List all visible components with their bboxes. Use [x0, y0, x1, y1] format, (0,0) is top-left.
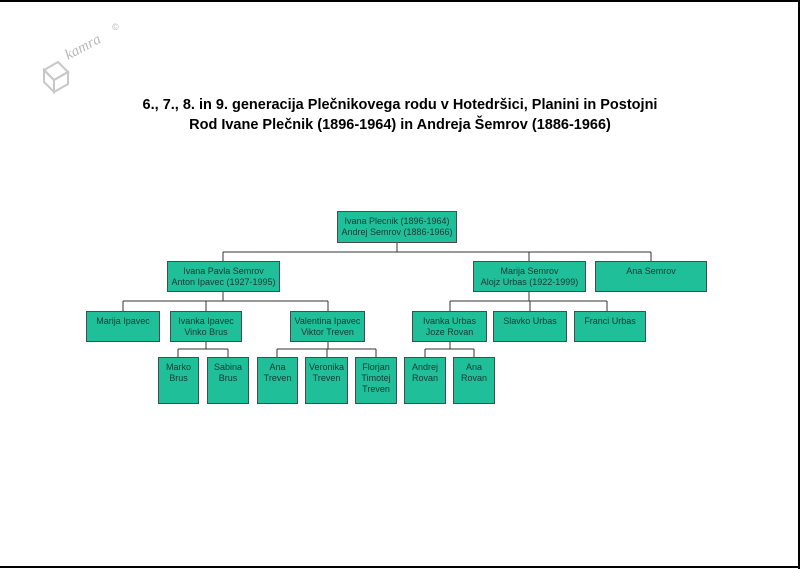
node-line: Ana — [465, 362, 482, 372]
node-line: Valentina Ipavec — [294, 316, 361, 326]
node-line: Marko — [165, 362, 191, 372]
node-line: Ivana Pavla Semrov — [183, 266, 264, 276]
node-line: Treven — [362, 384, 390, 394]
node-line: Viktor Treven — [301, 327, 354, 337]
node-line: Veronika — [308, 362, 345, 372]
node-florjan-timotej-treven — [355, 357, 397, 404]
node-line: Ana — [269, 362, 286, 372]
node-line: Marija Semrov — [500, 266, 559, 276]
node-valentina-ipavec — [290, 311, 365, 342]
title-line-2: Rod Ivane Plečnik (1896-1964) in Andreja Šemrov (1886-1966) — [189, 117, 611, 133]
node-ivanka-urbas — [412, 311, 487, 342]
node-ana-semrov — [595, 261, 707, 292]
node-ivana-pavla-semrov — [167, 261, 280, 292]
node-line: Treven — [263, 373, 292, 383]
node-line: Marija Ipavec — [96, 316, 150, 326]
node-line: Andrej — [411, 362, 438, 372]
logo-text: kamra — [62, 31, 104, 64]
node-line: Rovan — [460, 373, 487, 383]
node-line: Vinko Brus — [184, 327, 228, 337]
node-ivanka-ipavec — [170, 311, 242, 342]
node-line: Brus — [218, 373, 238, 383]
copyright-mark: © — [112, 22, 119, 32]
node-ana-treven — [257, 357, 298, 404]
node-line: Rovan — [411, 373, 438, 383]
node-line: Ivanka Ipavec — [178, 316, 234, 326]
node-line: Ivanka Urbas — [422, 316, 477, 326]
node-ivana-plecnik-andrej-semrov — [337, 211, 457, 243]
node-line: Slavko Urbas — [503, 316, 557, 326]
node-marija-semrov — [473, 261, 586, 292]
node-line: Ana Semrov — [626, 266, 676, 276]
node-slavko-urbas — [493, 311, 567, 342]
node-line: Andrej Semrov (1886-1966) — [341, 227, 453, 237]
node-line: Franci Urbas — [584, 316, 636, 326]
node-line: Florjan — [362, 362, 390, 372]
node-ana-rovan — [453, 357, 495, 404]
node-line: Anton Ipavec (1927-1995) — [171, 277, 276, 287]
node-line: Joze Rovan — [425, 327, 474, 337]
node-marija-ipavec — [86, 311, 160, 342]
node-line: Alojz Urbas (1922-1999) — [480, 277, 579, 287]
node-andrej-rovan — [404, 357, 446, 404]
node-line: Timotej — [361, 373, 391, 383]
node-line: Ivana Plecnik (1896-1964) — [344, 216, 450, 226]
node-line: Treven — [312, 373, 341, 383]
title-line-1: 6., 7., 8. in 9. generacija Plečnikovega rodu v Hotedršici, Planini in Postojni — [142, 97, 658, 113]
node-line: Sabina — [213, 362, 243, 372]
node-franci-urbas — [574, 311, 646, 342]
node-sabina-brus — [207, 357, 249, 404]
node-line: Brus — [169, 373, 188, 383]
node-veronika-treven — [305, 357, 348, 404]
node-marko-brus — [158, 357, 199, 404]
